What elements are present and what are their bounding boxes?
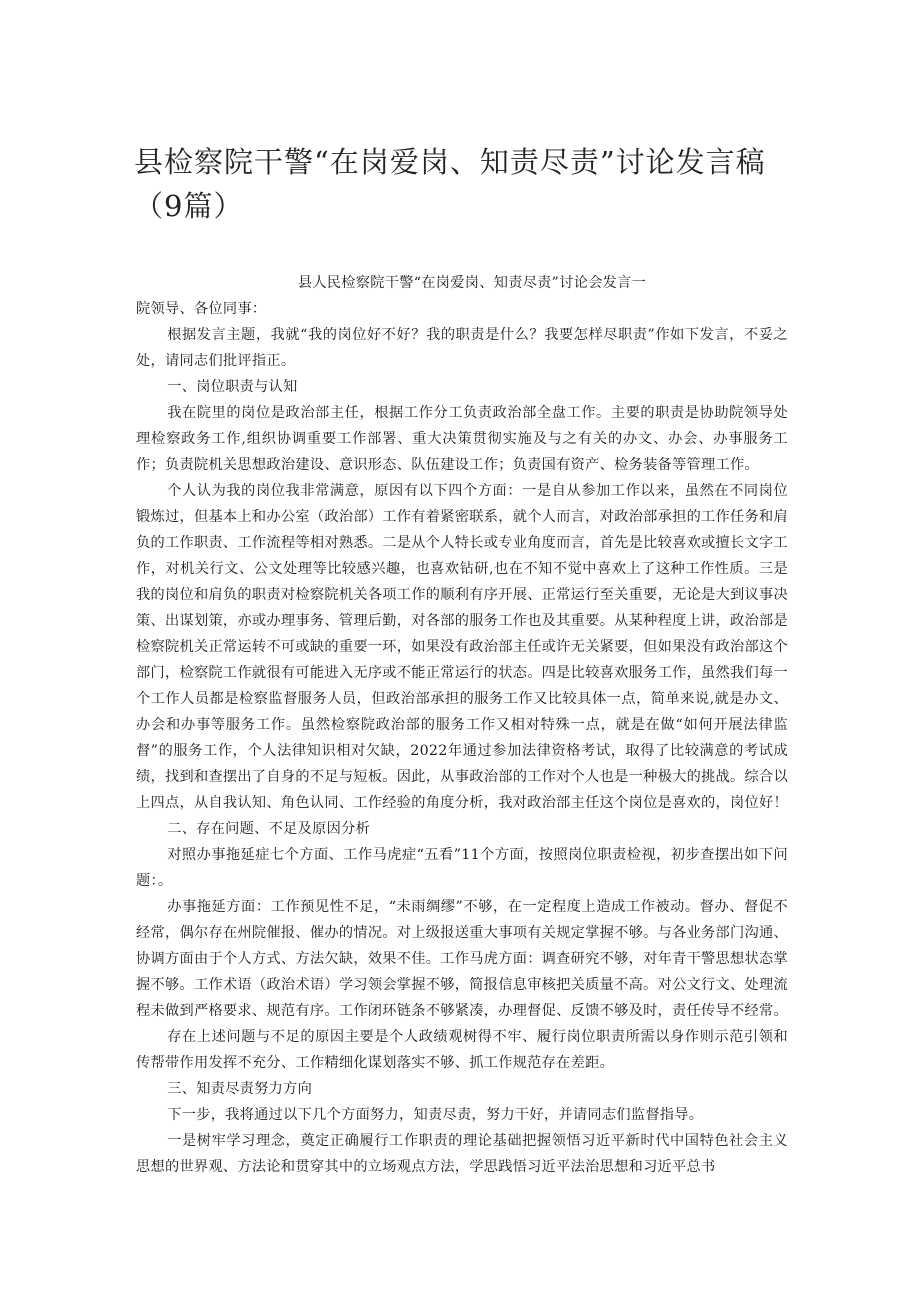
paragraph: 我在院里的岗位是政治部主任，根据工作分工负责政治部全盘工作。主要的职责是协助院领导处理检察政务工作,组织协调重要工作部署、重大决策贯彻实施及与之有关的办文、办会、办事服务工作；负责院机关思想政治建设、意识形态、队伍建设工作；负责国有资产、检务装备等管理工作。 xyxy=(136,405,788,473)
intro-paragraph: 根据发言主题，我就“我的岗位好不好？我的职责是什么？我要怎样尽职责”作如下发言，不妥之处，请同志们批评指正。 xyxy=(136,327,788,369)
paragraph: 存在上述问题与不足的原因主要是个人政绩观树得不牢、履行岗位职责所需以身作则示范引领和传帮带作用发挥不充分、工作精细化谋划落实不够、抓工作规范存在差距。 xyxy=(136,1029,788,1071)
salutation: 院领导、各位同事： xyxy=(136,301,267,317)
paragraph: 办事拖延方面：工作预见性不足，“未雨绸缪”不够，在一定程度上造成工作被动。督办、督促不经常，偶尔存在州院催报、催办的情况。对上级报送重大事项有关规定掌握不够。与各业务部门沟通、协调方面由于个人方式、方法欠缺，效果不佳。工作马虎方面：调查研究不够，对年青干警思想状态掌握不够。工作术语（政治术语）学习领会掌握不够，简报信息审核把关质量不高。对公文行文、处理流程未做到严格要求、规范有序。工作闭环链条不够紧凑，办理督促、反馈不够及时，责任传导不经常。 xyxy=(136,899,788,1019)
paragraph: 一是树牢学习理念，奠定正确履行工作职责的理论基础把握领悟习近平新时代中国特色社会主义思想的世界观、方法论和贯穿其中的立场观点方法，学思践悟习近平法治思想和习近平总书 xyxy=(136,1133,788,1175)
document-title: 县检察院干警“在岗爱岗、知责尽责”讨论发言稿（9篇） xyxy=(134,145,766,223)
section-heading-2: 二、存在问题、不足及原因分析 xyxy=(167,821,371,837)
document-body xyxy=(136,270,788,1180)
section-heading-1: 一、岗位职责与认知 xyxy=(167,379,298,395)
paragraph: 下一步，我将通过以下几个方面努力，知责尽责，努力干好，并请同志们监督指导。 xyxy=(167,1107,704,1123)
paragraph: 对照办事拖延症七个方面、工作马虎症“五看”11个方面，按照岗位职责检视，初步查摆出如下问题：。 xyxy=(136,847,788,889)
section-heading-3: 三、知责尽责努力方向 xyxy=(167,1081,313,1097)
paragraph: 个人认为我的岗位我非常满意，原因有以下四个方面：一是自从参加工作以来，虽然在不同岗位锻炼过，但基本上和办公室（政治部）工作有着紧密联系，就个人而言，对政治部承担的工作任务和肩负的工作职责、工作流程等相对熟悉。二是从个人特长或专业角度而言，首先是比较喜欢或擅长文字工作，对机关行文、公文处理等比较感兴趣，也喜欢钻研,也在不知不觉中喜欢上了这种工作性质。三是我的岗位和肩负的职责对检察院机关各项工作的顺利有序开展、正常运行至关重要，无论是大到议事决策、出谋划策，亦或办理事务、管理后勤，对各部的服务工作也及其重要。从某种程度上讲，政治部是检察院机关正常运转不可或缺的重要一环，如果没有政治部主任或许无关紧要，但如果没有政治部这个部门，检察院工作就很有可能进入无序或不能正常运行的状态。四是比较喜欢服务工作，虽然我们每一个工作人员都是检察监督服务人员，但政治部承担的服务工作又比较具体一点，简单来说,就是办文、办会和办事等服务工作。虽然检察院政治部的服务工作又相对特殊一点，就是在做“如何开展法律监督”的服务工作，个人法律知识相对欠缺，2022年通过参加法律资格考试，取得了比较满意的考试成绩，找到和查摆出了自身的不足与短板。因此，从事政治部的工作对个人也是一种极大的挑战。综合以上四点，从自我认知、角色认同、工作经验的角度分析，我对政治部主任这个岗位是喜欢的，岗位好！ xyxy=(136,483,788,811)
document-subtitle: 县人民检察院干警“在岗爱岗、知责尽责”讨论会发言一 xyxy=(297,275,647,291)
